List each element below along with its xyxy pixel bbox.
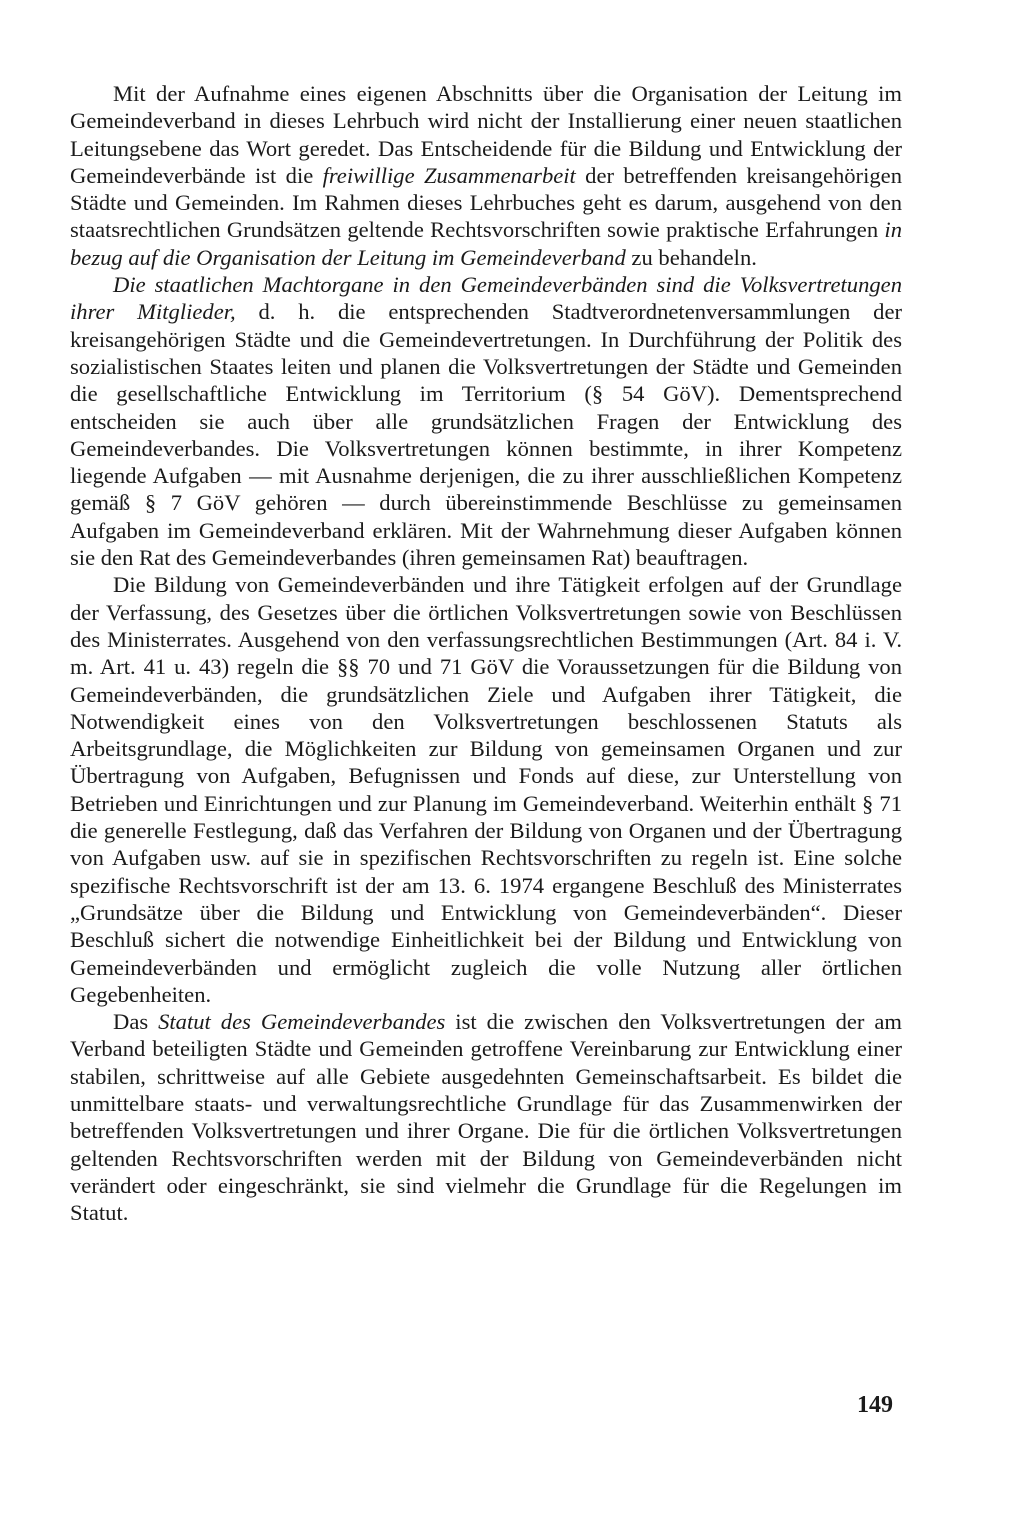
italic-run: Statut des Gemeindeverbandes (158, 1009, 446, 1035)
italic-run: freiwillige Zusammenarbeit (322, 162, 576, 188)
text-run: Mit der Aufnahme eines eigenen Abschnitts über die Organisation der Leitung im Gemeindeverband in dieses Lehrbuch wird nicht der Installierung einer neuen staatlichen Leitungsebene das Wort geredet. Das Entscheidende für die Bildung und Entwicklung der Gemeindeverbände ist die (70, 81, 902, 188)
text-run: zu behandeln. (625, 244, 757, 270)
text-run: ist die zwischen den Volksvertretungen der am Verband beteiligten Städte und Gemeinden getroffene Vereinbarung zur Entwicklung einer stabilen, schrittweise auf alle Gebiete ausgedehnten Gemeinschaftsarbeit. Es bildet die unmittelbare staats- und verwaltungsrechtliche Grundlage für das Zusammenwirken der betreffenden Volksvertretungen und ihrer Organe. Die für die örtlichen Volksvertretungen geltenden Rechtsvorschriften werden mit der Bildung von Gemeindeverbänden nicht verändert oder eingeschränkt, sie sind vielmehr die Grundlage für die Regelungen im Statut. (70, 1009, 902, 1226)
page-number: 149 (857, 1392, 893, 1418)
paragraph-2 (70, 271, 902, 571)
text-run: der betreffenden kreisangehörigen Städte und Gemeinden. Im Rahmen dieses Lehrbuches geht es darum, ausgehend von den staatsrechtlichen Grundsätzen geltende Rechtsvorschriften sowie praktische Erfahrungen (70, 162, 902, 243)
paragraph-1 (70, 80, 902, 271)
text-run: d. h. die entsprechenden Stadtverordnetenversammlungen der kreisangehörigen Städte und die Gemeindevertretungen. In Durchführung der Politik des sozialistischen Staates leiten und planen die Volksvertretungen der Städte und Gemeinden die gesellschaftliche Entwicklung im Territorium (§ 54 GöV). Dementsprechend entscheiden sie auch über alle grundsätzlichen Fragen der Entwicklung des Gemeindeverbandes. Die Volksvertretungen können bestimmte, in ihrer Kompetenz liegende Aufgaben — mit Ausnahme derjenigen, die zu ihrer ausschließlichen Kompetenz gemäß § 7 GöV gehören — durch übereinstimmende Beschlüsse zu gemeinsamen Aufgaben im Gemeindeverband erklären. Mit der Wahrnehmung dieser Aufgaben können sie den Rat des Gemeindeverbandes (ihren gemeinsamen Rat) beauftragen. (70, 299, 902, 571)
text-run: Das (113, 1009, 159, 1035)
text-run: Die Bildung von Gemeindeverbänden und ihre Tätigkeit erfolgen auf der Grundlage der Verfassung, des Gesetzes über die örtlichen Volksvertretungen sowie von Beschlüssen des Ministerrates. Ausgehend von den verfassungsrechtlichen Bestimmungen (Art. 84 i. V. m. Art. 41 u. 43) regeln die §§ 70 und 71 GöV die Voraussetzungen für die Bildung von Gemeindeverbänden, die grundsätzlichen Ziele und Aufgaben ihrer Tätigkeit, die Notwendigkeit eines von den Volksvertretungen beschlossenen Statuts als Arbeitsgrundlage, die Möglichkeiten zur Bildung von gemeinsamen Organen und zur Übertragung von Aufgaben, Befugnissen und Fonds auf diese, zur Unterstellung von Betrieben und Einrichtungen und zur Planung im Gemeindeverband. Weiterhin enthält § 71 die generelle Festlegung, daß das Verfahren der Bildung von Organen und der Übertragung von Aufgaben usw. auf sie in spezifischen Rechtsvorschriften zu regeln ist. Eine solche spezifische Rechtsvorschrift ist der am 13. 6. 1974 ergangene Beschluß des Ministerrates „Grundsätze über die Bildung und Entwicklung von Gemeindeverbänden“. Dieser Beschluß sichert die notwendige Einheitlichkeit bei der Bildung und Entwicklung von Gemeindeverbänden und ermöglicht zugleich die volle Nutzung aller örtlichen Gegebenheiten. (70, 572, 902, 1007)
body-text (70, 80, 902, 1226)
italic-run: in bezug auf die Organisation der Leitung im Gemeindeverband (70, 217, 902, 270)
paragraph-3 (70, 571, 902, 1008)
italic-run: Die staatlichen Machtorgane in den Gemeindeverbänden sind die Volksvertretungen ihrer Mitglieder, (70, 272, 902, 325)
paragraph-4 (70, 1008, 902, 1226)
